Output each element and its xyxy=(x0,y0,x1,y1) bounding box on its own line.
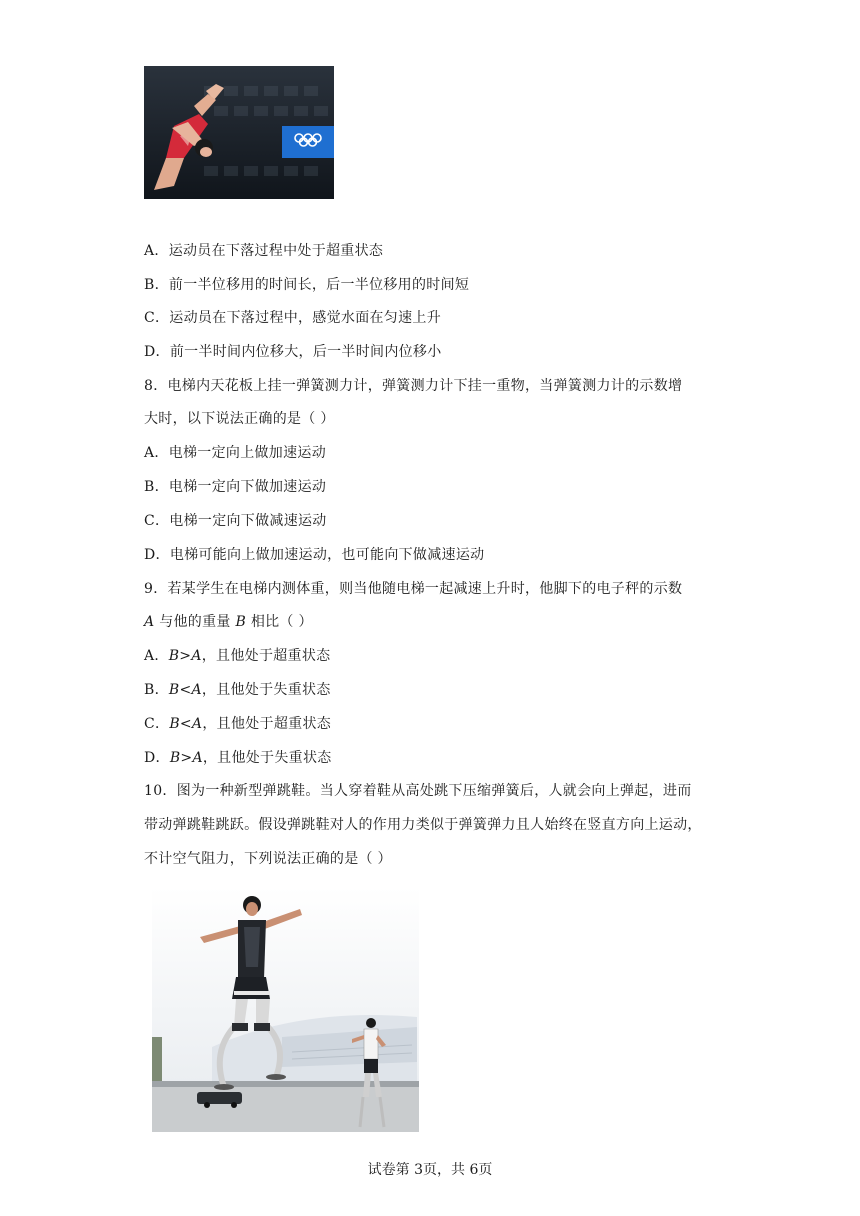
q9-option-d-label: D． xyxy=(144,750,170,766)
q9-option-c-expr: B<A xyxy=(169,716,203,732)
q9-stem-line1: 9．若某学生在电梯内测体重，则当他随电梯一起减速上升时，他脚下的电子秤的示数 xyxy=(144,581,683,597)
q9-option-d-text: ，且他处于失重状态 xyxy=(202,750,332,766)
q9-option-b xyxy=(144,680,331,700)
pogo-stilt-jumpers-photo xyxy=(152,887,419,1132)
q9-option-d xyxy=(144,748,332,768)
q10-stem-line2: 带动弹跳鞋跳跃。假设弹跳鞋对人的作用力类似于弹簧弹力且人始终在竖直方向上运动， xyxy=(144,817,702,833)
diving-athlete-photo xyxy=(144,66,334,199)
q9-option-a-expr: B>A xyxy=(168,648,202,664)
q10-stem-line1: 10．图为一种新型弹跳鞋。当人穿着鞋从高处跳下压缩弹簧后，人就会向上弹起，进而 xyxy=(144,783,692,799)
q9-option-b-label: B． xyxy=(144,682,169,698)
q9-option-c xyxy=(144,714,331,734)
q9-option-a-label: A． xyxy=(144,648,169,664)
q8-stem-line1: 8．电梯内天花板上挂一弹簧测力计，弹簧测力计下挂一重物，当弹簧测力计的示数增 xyxy=(144,378,683,394)
q9-option-d-expr: B>A xyxy=(169,750,203,766)
q9-option-b-text: ，且他处于失重状态 xyxy=(201,682,331,698)
q9-option-a-text: ，且他处于超重状态 xyxy=(201,648,331,664)
q8-option-a: A．电梯一定向上做加速运动 xyxy=(144,445,327,461)
q8-option-c: C．电梯一定向下做减速运动 xyxy=(144,513,327,529)
q9-stem-end: 相比（ ） xyxy=(250,614,313,630)
q9-var-a: A xyxy=(144,614,155,630)
q9-var-b: B xyxy=(235,614,247,630)
q7-option-d: D．前一半时间内位移大，后一半时间内位移小 xyxy=(144,344,442,360)
q8-option-b: B．电梯一定向下做加速运动 xyxy=(144,479,327,495)
q8-option-d: D．电梯可能向上做加速运动，也可能向下做减速运动 xyxy=(144,547,485,563)
q9-option-c-label: C． xyxy=(144,716,170,732)
q7-option-c: C．运动员在下落过程中，感觉水面在匀速上升 xyxy=(144,310,442,326)
q8-stem-line2: 大时，以下说法正确的是（ ） xyxy=(144,411,335,427)
page-footer: 试卷第 3页，共 6页 xyxy=(367,1162,493,1178)
q7-option-a: A．运动员在下落过程中处于超重状态 xyxy=(144,243,384,259)
q9-option-c-text: ，且他处于超重状态 xyxy=(202,716,332,732)
q9-stem-mid: 与他的重量 xyxy=(159,614,231,630)
q10-stem-line3: 不计空气阻力，下列说法正确的是（ ） xyxy=(144,851,392,867)
q9-option-a xyxy=(144,646,330,666)
q7-option-b: B．前一半位移用的时间长，后一半位移用的时间短 xyxy=(144,277,470,293)
pogo-photo-drawing xyxy=(152,887,419,1132)
diving-photo-drawing xyxy=(144,66,334,199)
q9-option-b-expr: B<A xyxy=(168,682,202,698)
q9-stem-line2 xyxy=(144,612,313,632)
